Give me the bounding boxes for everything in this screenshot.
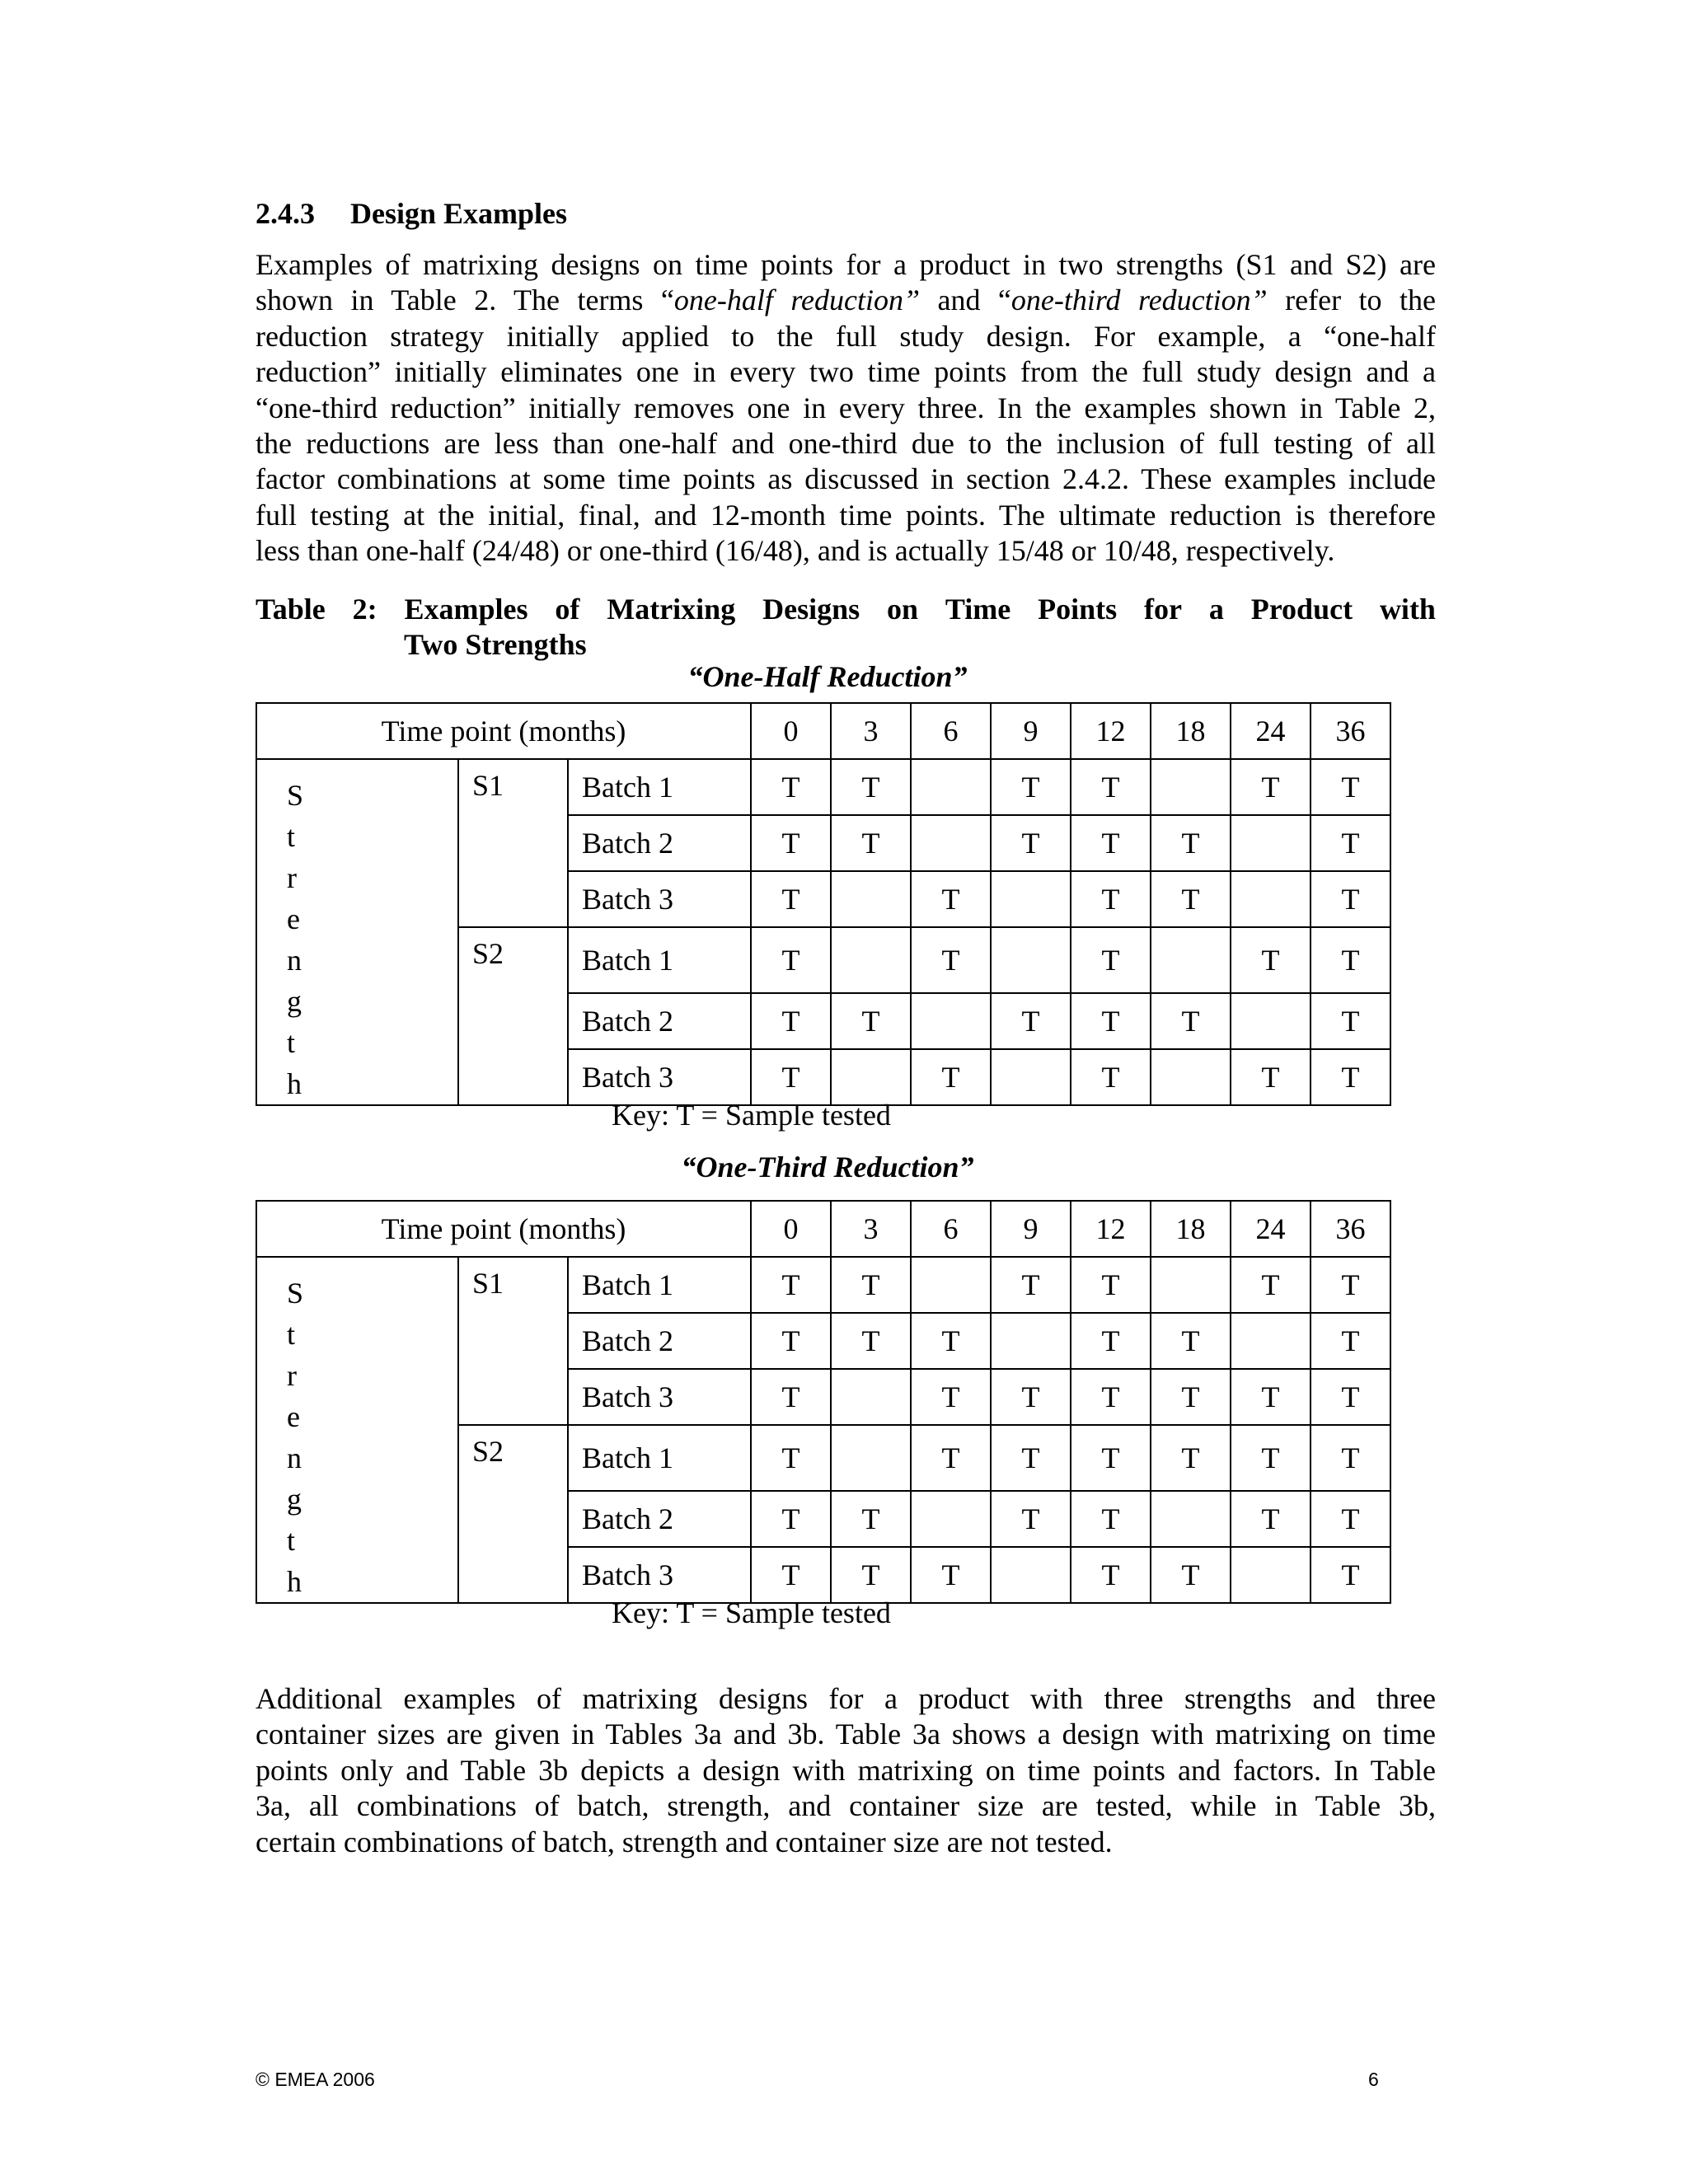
table-key-one-third: Key: T = Sample tested xyxy=(612,1596,891,1629)
paragraph-line: 3a, all combinations of batch, strength, and container size are tested, while in Table 3b, xyxy=(256,1789,1436,1823)
sample-cell: T xyxy=(751,1369,831,1425)
time-point-header-cell: 0 xyxy=(751,703,831,759)
batch-cell: Batch 3 xyxy=(568,1369,751,1425)
time-point-header-cell: 3 xyxy=(831,1201,911,1257)
table-subtitle-one-half: “One-Half Reduction” xyxy=(687,660,968,693)
time-point-header-cell: 12 xyxy=(1071,703,1151,759)
sample-cell: T xyxy=(991,759,1071,815)
matrixing-table-one-third xyxy=(256,1200,1391,1604)
strength-letter: r xyxy=(287,861,297,894)
strength-letter: t xyxy=(287,820,296,853)
sample-cell: T xyxy=(1151,871,1231,927)
sample-cell: T xyxy=(911,1547,991,1603)
batch-cell: Batch 1 xyxy=(568,1257,751,1313)
sample-cell xyxy=(831,927,911,993)
sample-cell xyxy=(1151,1257,1231,1313)
sample-cell xyxy=(991,1049,1071,1105)
sample-cell: T xyxy=(1311,927,1390,993)
strength-name-cell: S1 xyxy=(458,1257,568,1425)
caption-word: Product xyxy=(1250,593,1353,626)
sample-cell: T xyxy=(991,1369,1071,1425)
paragraph-line: certain combinations of batch, strength and container size are not tested. xyxy=(256,1825,1113,1858)
text-fragment: the reductions are less than one-half and one-third due to the inclusion of full testing of all xyxy=(256,426,1436,460)
paragraph-line xyxy=(256,283,1436,318)
sample-cell: T xyxy=(1311,1425,1390,1491)
paragraph-line xyxy=(256,462,1436,497)
paragraph-line xyxy=(256,533,1436,569)
time-point-header: Time point (months) xyxy=(256,1201,751,1257)
sample-cell: T xyxy=(751,993,831,1049)
sample-cell: T xyxy=(1151,815,1231,871)
sample-cell: T xyxy=(751,871,831,927)
sample-cell xyxy=(1231,815,1311,871)
strength-letter: t xyxy=(287,1318,296,1351)
paragraph-line: container sizes are given in Tables 3a and 3b. Table 3a shows a design with matrixing on time xyxy=(256,1718,1436,1751)
sample-cell: T xyxy=(991,1425,1071,1491)
strength-letter: e xyxy=(287,1400,300,1433)
caption-word: with xyxy=(1379,593,1436,626)
strength-letter: r xyxy=(287,1359,297,1392)
strength-letter: n xyxy=(287,1441,302,1474)
sample-cell: T xyxy=(911,1369,991,1425)
sample-cell: T xyxy=(1311,759,1390,815)
caption-word: Table xyxy=(256,593,326,626)
table-key-one-half: Key: T = Sample tested xyxy=(612,1099,891,1132)
sample-cell xyxy=(991,1547,1071,1603)
time-point-header-cell: 36 xyxy=(1311,1201,1390,1257)
batch-cell: Batch 3 xyxy=(568,1547,751,1603)
strength-name-cell: S2 xyxy=(458,927,568,1105)
sample-cell: T xyxy=(991,815,1071,871)
caption-word: Examples xyxy=(404,593,528,626)
text-fragment: reduction” initially eliminates one in every two time points from the full study design and a xyxy=(256,355,1436,389)
strength-letter: S xyxy=(287,779,304,812)
strength-letter: t xyxy=(287,1524,296,1557)
time-point-header-cell: 36 xyxy=(1311,703,1390,759)
time-point-header-cell: 9 xyxy=(991,703,1071,759)
sample-cell: T xyxy=(831,815,911,871)
sample-cell xyxy=(831,871,911,927)
time-point-header-cell: 24 xyxy=(1231,1201,1311,1257)
text-fragment: less than one-half (24/48) or one-third (16/48), and is actually 15/48 or 10/48, respectively. xyxy=(256,534,1335,568)
strength-letter: h xyxy=(287,1565,302,1598)
caption-word: Points xyxy=(1038,593,1118,626)
batch-cell: Batch 3 xyxy=(568,871,751,927)
sample-cell: T xyxy=(831,993,911,1049)
table-row xyxy=(256,759,1390,815)
footer-page-number: 6 xyxy=(1368,2069,1379,2090)
sample-cell: T xyxy=(831,759,911,815)
sample-cell: T xyxy=(831,1257,911,1313)
sample-cell: T xyxy=(1231,927,1311,993)
paragraph-line xyxy=(256,426,1436,462)
strength-label-cell xyxy=(256,759,458,1105)
sample-cell: T xyxy=(911,1425,991,1491)
sample-cell: T xyxy=(1231,1425,1311,1491)
sample-cell: T xyxy=(751,927,831,993)
strength-letter: g xyxy=(287,1483,302,1516)
sample-cell xyxy=(911,815,991,871)
sample-cell xyxy=(1151,1491,1231,1547)
batch-cell: Batch 2 xyxy=(568,1313,751,1369)
sample-cell xyxy=(831,1049,911,1105)
table-header-row xyxy=(256,703,1390,759)
caption-word: for xyxy=(1144,593,1182,626)
sample-cell: T xyxy=(1311,1369,1390,1425)
sample-cell xyxy=(831,1369,911,1425)
sample-cell: T xyxy=(1311,1491,1390,1547)
sample-cell xyxy=(911,1257,991,1313)
table-row xyxy=(256,1257,1390,1313)
paragraph-line xyxy=(256,498,1436,533)
sample-cell: T xyxy=(911,1313,991,1369)
sample-cell: T xyxy=(1071,927,1151,993)
text-fragment: full testing at the initial, final, and 12-month time points. The ultimate reduction is therefore xyxy=(256,498,1436,532)
sample-cell: T xyxy=(1231,1049,1311,1105)
text-fragment: one-half reduction” xyxy=(673,284,920,317)
additional-examples-paragraph xyxy=(256,1681,1436,1860)
caption-word: Designs xyxy=(762,593,860,626)
caption-word: 2: xyxy=(352,593,377,626)
batch-cell: Batch 1 xyxy=(568,1425,751,1491)
sample-cell: T xyxy=(1071,1425,1151,1491)
sample-cell: T xyxy=(1231,1491,1311,1547)
strength-letter: t xyxy=(287,1026,296,1059)
sample-cell xyxy=(911,993,991,1049)
sample-cell: T xyxy=(1071,993,1151,1049)
sample-cell: T xyxy=(911,871,991,927)
time-point-header-cell: 0 xyxy=(751,1201,831,1257)
section-number: 2.4.3 xyxy=(256,197,315,230)
time-point-header-cell: 24 xyxy=(1231,703,1311,759)
sample-cell xyxy=(911,759,991,815)
sample-cell: T xyxy=(1071,1049,1151,1105)
table-header-row xyxy=(256,1201,1390,1257)
text-fragment: “one-third reduction” initially removes one in every three. In the examples shown in Table 2, xyxy=(256,391,1436,424)
strength-letter: e xyxy=(287,902,300,935)
section-title: Design Examples xyxy=(350,197,568,230)
sample-cell: T xyxy=(1151,1369,1231,1425)
paragraph-line: points only and Table 3b depicts a design with matrixing on time points and factors. In Table xyxy=(256,1753,1436,1787)
paragraph-line xyxy=(256,354,1436,390)
text-fragment: Examples of matrixing designs on time points for a product in two strengths (S1 and S2) are xyxy=(256,248,1436,281)
sample-cell: T xyxy=(831,1313,911,1369)
sample-cell: T xyxy=(911,927,991,993)
caption-word: on xyxy=(887,593,919,626)
footer-copyright: © EMEA 2006 xyxy=(256,2069,375,2090)
paragraph-line xyxy=(256,247,1436,283)
time-point-header-cell: 18 xyxy=(1151,1201,1231,1257)
strength-letter: S xyxy=(287,1277,304,1310)
text-fragment: refer to the xyxy=(1267,284,1436,317)
sample-cell: T xyxy=(1071,871,1151,927)
sample-cell xyxy=(1151,1049,1231,1105)
table-caption-line-2: Two Strengths xyxy=(404,628,587,661)
strength-letter: g xyxy=(287,985,302,1018)
sample-cell: T xyxy=(991,993,1071,1049)
batch-cell: Batch 2 xyxy=(568,815,751,871)
sample-cell: T xyxy=(1071,1313,1151,1369)
table-caption xyxy=(256,592,1436,663)
sample-cell xyxy=(1151,927,1231,993)
sample-cell: T xyxy=(751,1491,831,1547)
sample-cell: T xyxy=(1311,1049,1390,1105)
sample-cell: T xyxy=(1071,1491,1151,1547)
strength-name-cell: S2 xyxy=(458,1425,568,1603)
sample-cell: T xyxy=(1151,1425,1231,1491)
sample-cell: T xyxy=(751,759,831,815)
sample-cell: T xyxy=(751,1313,831,1369)
sample-cell xyxy=(911,1491,991,1547)
strength-label-cell xyxy=(256,1257,458,1603)
time-point-header-cell: 18 xyxy=(1151,703,1231,759)
sample-cell xyxy=(1151,759,1231,815)
table-caption-line-1 xyxy=(256,592,1436,627)
section-heading xyxy=(256,196,567,231)
sample-cell: T xyxy=(1311,1547,1390,1603)
sample-cell: T xyxy=(1231,1257,1311,1313)
paragraph-line xyxy=(256,319,1436,354)
sample-cell: T xyxy=(1071,1369,1151,1425)
table-subtitle-one-third: “One-Third Reduction” xyxy=(681,1151,974,1183)
caption-word: a xyxy=(1208,593,1224,626)
caption-word: Matrixing xyxy=(607,593,736,626)
sample-cell: T xyxy=(751,1257,831,1313)
sample-cell: T xyxy=(1311,871,1390,927)
sample-cell xyxy=(991,1313,1071,1369)
sample-cell: T xyxy=(1231,1369,1311,1425)
sample-cell: T xyxy=(1151,1313,1231,1369)
sample-cell: T xyxy=(1311,815,1390,871)
text-fragment: one-third reduction” xyxy=(1010,284,1268,317)
batch-cell: Batch 2 xyxy=(568,993,751,1049)
sample-cell: T xyxy=(911,1049,991,1105)
sample-cell: T xyxy=(1071,1257,1151,1313)
sample-cell: T xyxy=(1071,759,1151,815)
sample-cell xyxy=(991,871,1071,927)
caption-word: of xyxy=(555,593,580,626)
sample-cell xyxy=(1231,993,1311,1049)
sample-cell: T xyxy=(831,1491,911,1547)
sample-cell: T xyxy=(1231,759,1311,815)
sample-cell: T xyxy=(751,1547,831,1603)
sample-cell: T xyxy=(831,1547,911,1603)
sample-cell: T xyxy=(751,1425,831,1491)
paragraph-line xyxy=(256,391,1436,426)
batch-cell: Batch 3 xyxy=(568,1049,751,1105)
strength-name-cell: S1 xyxy=(458,759,568,927)
text-fragment: shown in Table 2. The terms “ xyxy=(256,284,674,317)
sample-cell: T xyxy=(991,1257,1071,1313)
time-point-header-cell: 3 xyxy=(831,703,911,759)
time-point-header-cell: 12 xyxy=(1071,1201,1151,1257)
sample-cell xyxy=(1231,871,1311,927)
batch-cell: Batch 1 xyxy=(568,927,751,993)
time-point-header-cell: 9 xyxy=(991,1201,1071,1257)
sample-cell: T xyxy=(991,1491,1071,1547)
sample-cell: T xyxy=(1151,1547,1231,1603)
strength-letter: n xyxy=(287,944,302,977)
sample-cell xyxy=(1231,1313,1311,1369)
matrixing-table-one-half xyxy=(256,702,1391,1106)
sample-cell: T xyxy=(1071,815,1151,871)
sample-cell: T xyxy=(1311,1313,1390,1369)
sample-cell xyxy=(831,1425,911,1491)
sample-cell: T xyxy=(1151,993,1231,1049)
sample-cell: T xyxy=(751,815,831,871)
sample-cell: T xyxy=(1311,993,1390,1049)
batch-cell: Batch 2 xyxy=(568,1491,751,1547)
caption-word: Time xyxy=(945,593,1011,626)
text-fragment: and “ xyxy=(920,284,1011,317)
sample-cell: T xyxy=(1311,1257,1390,1313)
intro-paragraph xyxy=(256,247,1436,569)
time-point-header-cell: 6 xyxy=(911,1201,991,1257)
paragraph-line: Additional examples of matrixing designs for a product with three strengths and three xyxy=(256,1682,1436,1715)
batch-cell: Batch 1 xyxy=(568,759,751,815)
sample-cell: T xyxy=(1071,1547,1151,1603)
time-point-header-cell: 6 xyxy=(911,703,991,759)
sample-cell: T xyxy=(751,1049,831,1105)
text-fragment: reduction strategy initially applied to the full study design. For example, a “one-half xyxy=(256,319,1436,353)
strength-letter: h xyxy=(287,1067,302,1100)
time-point-header: Time point (months) xyxy=(256,703,751,759)
sample-cell xyxy=(1231,1547,1311,1603)
sample-cell xyxy=(991,927,1071,993)
text-fragment: factor combinations at some time points as discussed in section 2.4.2. These examples include xyxy=(256,462,1436,496)
